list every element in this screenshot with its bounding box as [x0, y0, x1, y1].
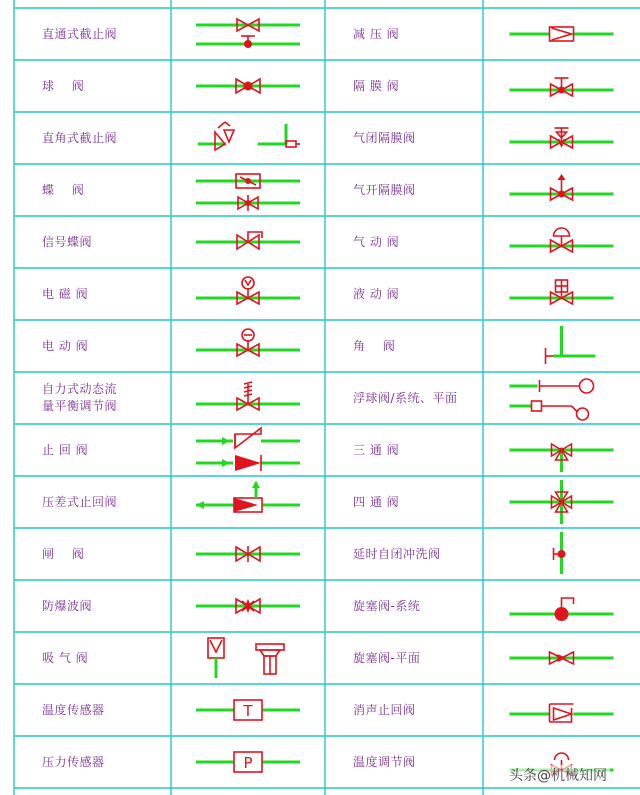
temperature-sensor-symbol [196, 700, 300, 720]
valve-label-four-way-valve: 四 通 阀 [353, 494, 400, 509]
watermark: 头条@机械知网 [506, 765, 610, 785]
ball-valve-symbol [196, 79, 300, 93]
three-way-valve-symbol [510, 444, 614, 472]
delay-flush-valve-symbol [554, 532, 566, 574]
sensor-letter: T [243, 702, 253, 720]
diaphragm-valve-symbol [510, 78, 614, 96]
air-open-diaphragm-valve-symbol [510, 174, 614, 200]
air-close-diaphragm-valve-symbol [510, 128, 614, 148]
valve-label-diaphragm-valve: 隔 膜 阀 [353, 78, 400, 93]
valve-label-blast-valve: 防爆波阀 [42, 598, 93, 613]
blast-valve-symbol [196, 599, 300, 613]
butterfly-valve-symbol [196, 174, 300, 211]
signal-butterfly-valve-symbol [196, 232, 300, 249]
valve-label-three-way-valve: 三 通 阀 [353, 442, 400, 457]
valve-label-pressure-reducing-valve: 减 压 阀 [353, 26, 400, 41]
valve-label-angle-globe-valve: 直角式截止阀 [42, 130, 118, 145]
valve-label-float-valve: 浮球阀/系统、平面 [353, 390, 458, 405]
pneumatic-valve-symbol [510, 228, 614, 252]
valve-label-electric-valve: 电 动 阀 [42, 338, 89, 353]
valve-label-hydraulic-valve: 液 动 阀 [353, 286, 400, 301]
globe-valve-symbol [196, 19, 300, 48]
float-valve-symbol [510, 379, 594, 420]
valve-label-plug-valve-system: 旋塞阀-系统 [353, 598, 421, 613]
gate-valve-symbol [196, 546, 300, 562]
self-operated-flow-balance-valve-symbol [196, 382, 300, 410]
four-way-valve-symbol [510, 480, 614, 524]
valve-label-angle-valve: 角 阀 [353, 338, 396, 353]
suction-valve-symbol [208, 638, 284, 678]
valve-label-air-open-diaphragm-valve: 气开隔膜阀 [353, 182, 416, 197]
valve-label-butterfly-valve: 蝶 阀 [42, 182, 85, 197]
valve-label-differential-check-valve: 压差式止回阀 [42, 494, 118, 509]
plug-valve-plan-symbol [510, 652, 614, 664]
valve-label-delay-flush-valve: 延时自闭冲洗阀 [353, 546, 441, 561]
valve-label-plug-valve-plan: 旋塞阀-平面 [353, 650, 421, 665]
silent-check-valve-symbol [510, 704, 614, 722]
valve-label-signal-butterfly-valve: 信号蝶阀 [42, 234, 93, 249]
angle-globe-valve-symbol [198, 122, 300, 150]
valve-label-air-close-diaphragm-valve: 气闭隔膜阀 [353, 130, 416, 145]
valve-label-ball-valve: 球 阀 [42, 78, 85, 93]
plug-valve-system-symbol [510, 598, 614, 621]
pressure-reducing-valve-symbol [510, 27, 614, 41]
valve-label-suction-valve: 吸 气 阀 [42, 650, 89, 665]
valve-label-globe-valve: 直通式截止阀 [42, 26, 118, 41]
valve-label-solenoid-valve: 电 磁 阀 [42, 286, 89, 301]
valve-label-self-operated-flow-balance-valve: 自力式动态流 量平衡调节阀 [42, 382, 118, 413]
valve-label-gate-valve: 闸 阀 [42, 546, 85, 561]
sensor-letter: P [243, 754, 253, 772]
valve-label-pneumatic-valve: 气 动 阀 [353, 234, 400, 249]
valve-label-temperature-sensor: 温度传感器 [42, 702, 105, 717]
valve-label-silent-check-valve: 消声止回阀 [353, 702, 416, 717]
solenoid-valve-symbol [196, 277, 300, 304]
hydraulic-valve-symbol [510, 280, 614, 304]
angle-valve-symbol [546, 326, 596, 364]
valve-label-pressure-sensor: 压力传感器 [42, 754, 105, 769]
pressure-sensor-symbol [196, 752, 300, 772]
differential-check-valve-symbol [196, 481, 300, 512]
valve-label-temperature-control-valve: 温度调节阀 [353, 754, 416, 769]
electric-valve-symbol [196, 329, 300, 356]
check-valve-symbol [196, 428, 300, 471]
valve-label-check-valve: 止 回 阀 [42, 442, 89, 457]
